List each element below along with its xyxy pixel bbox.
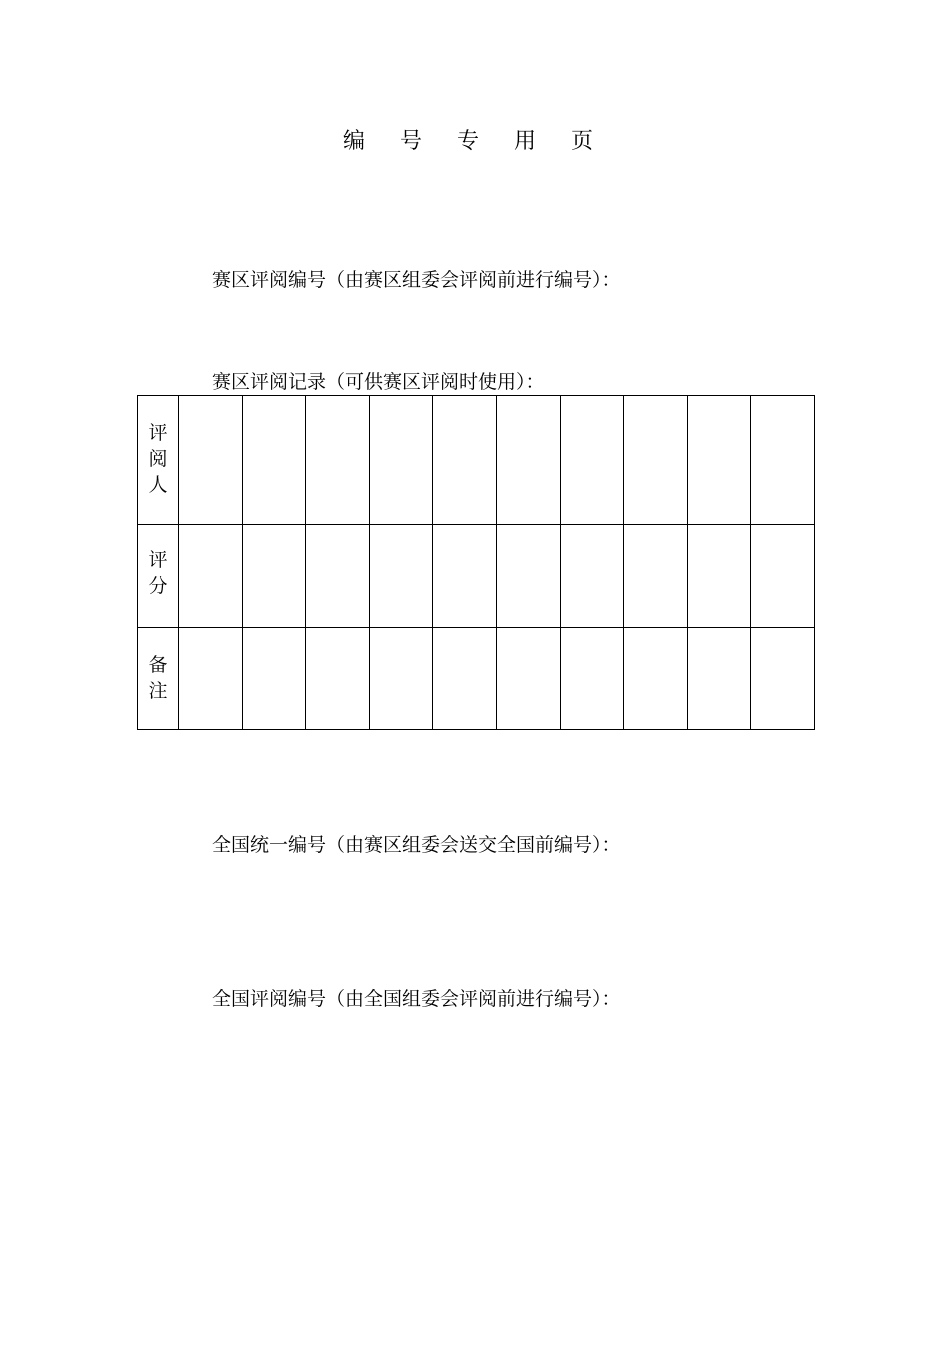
- score-cell[interactable]: [306, 525, 370, 628]
- reviewer-cell[interactable]: [624, 396, 688, 525]
- notes-cell[interactable]: [242, 628, 306, 730]
- reviewer-cell[interactable]: [242, 396, 306, 525]
- notes-header: 备注: [148, 654, 168, 702]
- score-cell[interactable]: [687, 525, 751, 628]
- score-row: [138, 525, 815, 628]
- score-cell[interactable]: [624, 525, 688, 628]
- regional-review-number-label: 赛区评阅编号（由赛区组委会评阅前进行编号）：: [212, 269, 621, 291]
- notes-cell[interactable]: [560, 628, 624, 730]
- reviewer-cell[interactable]: [560, 396, 624, 525]
- notes-cell[interactable]: [751, 628, 815, 730]
- national-review-number-label: 全国评阅编号（由全国组委会评阅前进行编号）：: [212, 988, 621, 1010]
- notes-cell[interactable]: [496, 628, 560, 730]
- reviewer-cell[interactable]: [687, 396, 751, 525]
- page-title: 编 号 专 用 页: [343, 129, 607, 154]
- notes-cell[interactable]: [179, 628, 243, 730]
- notes-cell[interactable]: [369, 628, 433, 730]
- score-header-cell: [138, 525, 179, 628]
- notes-cell[interactable]: [306, 628, 370, 730]
- notes-cell[interactable]: [624, 628, 688, 730]
- notes-cell[interactable]: [687, 628, 751, 730]
- score-cell[interactable]: [179, 525, 243, 628]
- notes-cell[interactable]: [433, 628, 497, 730]
- reviewer-cell[interactable]: [751, 396, 815, 525]
- review-record-table: [137, 395, 815, 730]
- reviewer-header: 评阅人: [148, 422, 168, 496]
- notes-header-cell: [138, 628, 179, 730]
- score-header: 评分: [148, 549, 168, 597]
- score-cell[interactable]: [496, 525, 560, 628]
- reviewer-header-cell: [138, 396, 179, 525]
- reviewer-cell[interactable]: [179, 396, 243, 525]
- score-cell[interactable]: [242, 525, 306, 628]
- reviewer-cell[interactable]: [369, 396, 433, 525]
- regional-review-record-label: 赛区评阅记录（可供赛区评阅时使用）：: [212, 371, 545, 393]
- notes-row: [138, 628, 815, 730]
- score-cell[interactable]: [751, 525, 815, 628]
- score-cell[interactable]: [560, 525, 624, 628]
- score-cell[interactable]: [433, 525, 497, 628]
- reviewer-cell[interactable]: [433, 396, 497, 525]
- reviewer-row: [138, 396, 815, 525]
- score-cell[interactable]: [369, 525, 433, 628]
- national-unified-number-label: 全国统一编号（由赛区组委会送交全国前编号）：: [212, 834, 621, 856]
- reviewer-cell[interactable]: [306, 396, 370, 525]
- reviewer-cell[interactable]: [496, 396, 560, 525]
